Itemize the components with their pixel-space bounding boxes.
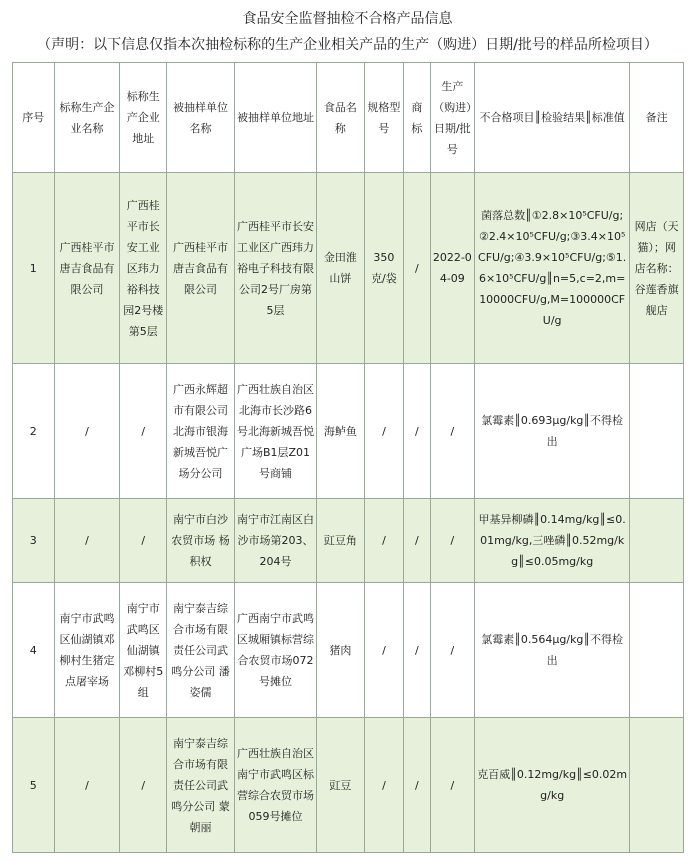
cell-food: 豇豆角 <box>317 499 365 583</box>
cell-no: 5 <box>13 718 55 853</box>
cell-mfr-addr: 广西桂平市长安工业区玮力裕科技园2号楼第5层 <box>120 173 167 364</box>
header-cell: 商标 <box>404 63 430 173</box>
cell-mfr-name: 广西桂平市唐吉食品有限公司 <box>54 173 120 364</box>
header-cell: 生产（购进）日期/批号 <box>430 63 475 173</box>
cell-mfr-addr: 南宁市武鸣区仙湖镇邓柳村5组 <box>120 583 167 718</box>
header-cell: 备注 <box>630 63 684 173</box>
cell-mfr-name: / <box>54 364 120 499</box>
header-cell: 不合格项目║检验结果║标准值 <box>475 63 630 173</box>
cell-mfr-addr: / <box>120 364 167 499</box>
cell-brand: / <box>404 499 430 583</box>
cell-food: 豇豆 <box>317 718 365 853</box>
cell-no: 4 <box>13 583 55 718</box>
cell-brand: / <box>404 718 430 853</box>
cell-unit-addr: 南宁市江南区白沙市场第203、204号 <box>234 499 316 583</box>
cell-brand: / <box>404 173 430 364</box>
cell-remark <box>630 718 684 853</box>
cell-brand: / <box>404 583 430 718</box>
cell-mfr-name: / <box>54 499 120 583</box>
cell-result: 氯霉素║0.564μg/kg║不得检出 <box>475 583 630 718</box>
table-row <box>13 583 684 718</box>
cell-result: 氯霉素║0.693μg/kg║不得检出 <box>475 364 630 499</box>
cell-no: 2 <box>13 364 55 499</box>
cell-remark <box>630 583 684 718</box>
cell-result: 克百威║0.12mg/kg║≤0.02mg/kg <box>475 718 630 853</box>
cell-date: / <box>430 499 475 583</box>
header-cell: 被抽样单位地址 <box>234 63 316 173</box>
cell-mfr-addr: / <box>120 499 167 583</box>
page-title: 食品安全监督抽检不合格产品信息 <box>242 11 453 27</box>
header-cell: 食品名称 <box>317 63 365 173</box>
cell-no: 1 <box>13 173 55 364</box>
cell-remark <box>630 364 684 499</box>
cell-date: / <box>430 718 475 853</box>
table-row <box>13 364 684 499</box>
cell-mfr-name: 南宁市武鸣区仙湖镇邓柳村生猪定点屠宰场 <box>54 583 120 718</box>
cell-unit-name: 南宁市白沙农贸市场 杨积权 <box>167 499 235 583</box>
cell-date: / <box>430 364 475 499</box>
header-cell: 标称生产企业名称 <box>54 63 120 173</box>
cell-unit-name: 南宁泰吉综合市场有限责任公司武鸣分公司 蒙朝丽 <box>167 718 235 853</box>
table-header-row <box>13 63 684 173</box>
disclaimer-notice: （声明：以下信息仅指本次抽检标称的生产企业相关产品的生产（购进）日期/批号的样品所检项目） <box>37 37 658 53</box>
cell-unit-name: 南宁泰吉综合市场有限责任公司武鸣分公司 潘姿儒 <box>167 583 235 718</box>
header-cell: 标称生产企业地址 <box>120 63 167 173</box>
cell-brand: / <box>404 364 430 499</box>
cell-mfr-name: / <box>54 718 120 853</box>
cell-spec: / <box>364 583 404 718</box>
cell-unit-name: 广西桂平市唐吉食品有限公司 <box>167 173 235 364</box>
cell-remark <box>630 499 684 583</box>
cell-food: 猪肉 <box>317 583 365 718</box>
table-row <box>13 173 684 364</box>
cell-spec: / <box>364 718 404 853</box>
table-row <box>13 499 684 583</box>
cell-date: 2022-04-09 <box>430 173 475 364</box>
cell-mfr-addr: / <box>120 718 167 853</box>
cell-food: 海鲈鱼 <box>317 364 365 499</box>
table-row <box>13 718 684 853</box>
cell-spec: / <box>364 499 404 583</box>
cell-unit-addr: 广西桂平市长安工业区广西玮力裕电子科技有限公司2号厂房第5层 <box>234 173 316 364</box>
cell-unit-addr: 广西南宁市武鸣区城厢镇标营综合农贸市场072号摊位 <box>234 583 316 718</box>
results-table <box>12 62 684 853</box>
cell-remark: 网店（天猫）；网店名称：谷莲香旗舰店 <box>630 173 684 364</box>
cell-date: / <box>430 583 475 718</box>
cell-result: 菌落总数║①2.8×10⁵CFU/g;②2.4×10⁵CFU/g;③3.4×10⁵CFU/g;④3.9×10⁵CFU/g;⑤1.6×10⁵CFU/g║n=5,c=2,m=10000CFU/g,M=100000CFU/g <box>475 173 630 364</box>
cell-spec: / <box>364 364 404 499</box>
cell-food: 金田淮山饼 <box>317 173 365 364</box>
header-cell: 被抽样单位名称 <box>167 63 235 173</box>
cell-unit-addr: 广西壮族自治区南宁市武鸣区标营综合农贸市场059号摊位 <box>234 718 316 853</box>
cell-spec: 350克/袋 <box>364 173 404 364</box>
cell-no: 3 <box>13 499 55 583</box>
header-cell: 序号 <box>13 63 55 173</box>
cell-unit-name: 广西永辉超市有限公司北海市银海新城吾悦广场分公司 <box>167 364 235 499</box>
cell-unit-addr: 广西壮族自治区北海市长沙路6号北海新城吾悦广场B1层Z01号商铺 <box>234 364 316 499</box>
cell-result: 甲基异柳磷║0.14mg/kg║≤0.01mg/kg,三唑磷║0.52mg/kg║≤0.05mg/kg <box>475 499 630 583</box>
header-cell: 规格型号 <box>364 63 404 173</box>
